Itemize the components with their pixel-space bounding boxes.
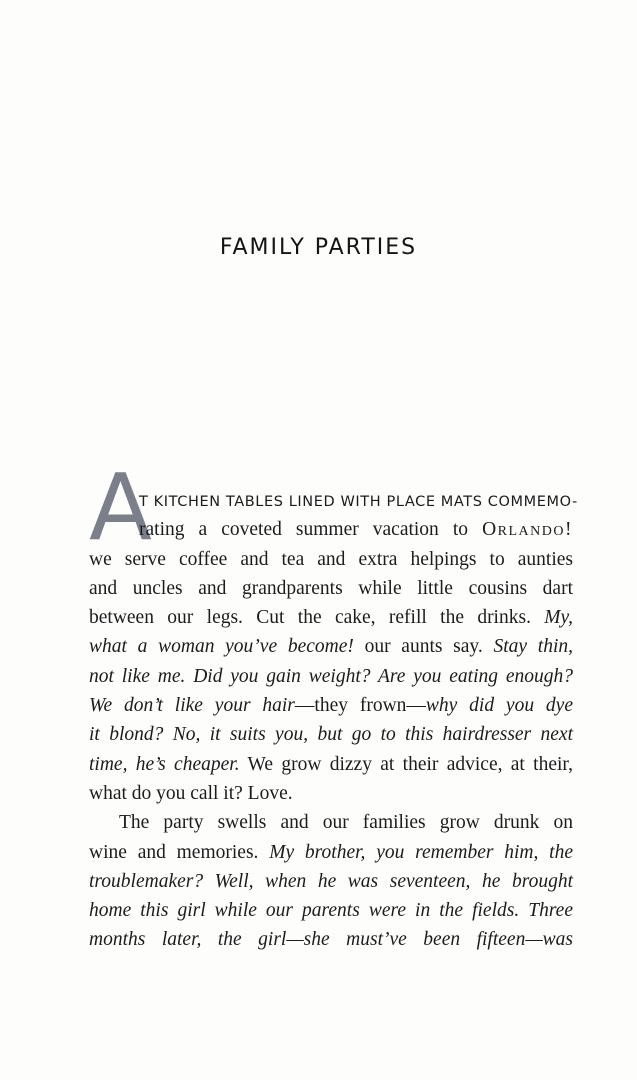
paragraph-1 xyxy=(89,486,578,545)
text-line: troublemaker? Well, when he was seventeen, he brought xyxy=(89,870,573,892)
text-line: between our legs. Cut the cake, refill the drinks. My, xyxy=(89,607,573,629)
text-line: and uncles and grandparents while little cousins dart xyxy=(89,577,573,599)
text-line: wine and memories. My brother, you remember him, the xyxy=(89,841,573,863)
text-line: what a woman you’ve become! our aunts say. Stay thin, xyxy=(89,636,573,658)
text-line: T KITCHEN TABLES LINED WITH PLACE MATS COMMEMO- xyxy=(139,494,578,510)
place-name: Orlando! xyxy=(482,519,573,541)
text-line: home this girl while our parents were in the fields. Three xyxy=(89,900,573,922)
text-line: rating a coveted summer vacation to Orlando! xyxy=(139,519,573,541)
text-line: We don’t like your hair—they frown—why did you dye xyxy=(89,695,573,717)
text-line: The party swells and our families grow drunk on xyxy=(119,812,573,834)
drop-cap-letter: A xyxy=(89,454,152,561)
chapter-body xyxy=(89,486,578,955)
text-line: time, he’s cheaper. We grow dizzy at their advice, at their, xyxy=(89,753,573,775)
text-line: what do you call it? Love. xyxy=(89,782,293,804)
text-line: we serve coffee and tea and extra helpings to aunties xyxy=(89,548,573,570)
text-line: not like me. Did you gain weight? Are you eating enough? xyxy=(89,665,573,687)
chapter-title: FAMILY PARTIES xyxy=(219,235,418,260)
paragraph-2 xyxy=(89,808,573,954)
text-line: months later, the girl—she must’ve been fifteen—was xyxy=(89,929,573,951)
text-line: it blond? No, it suits you, but go to this hairdresser next xyxy=(89,724,573,746)
